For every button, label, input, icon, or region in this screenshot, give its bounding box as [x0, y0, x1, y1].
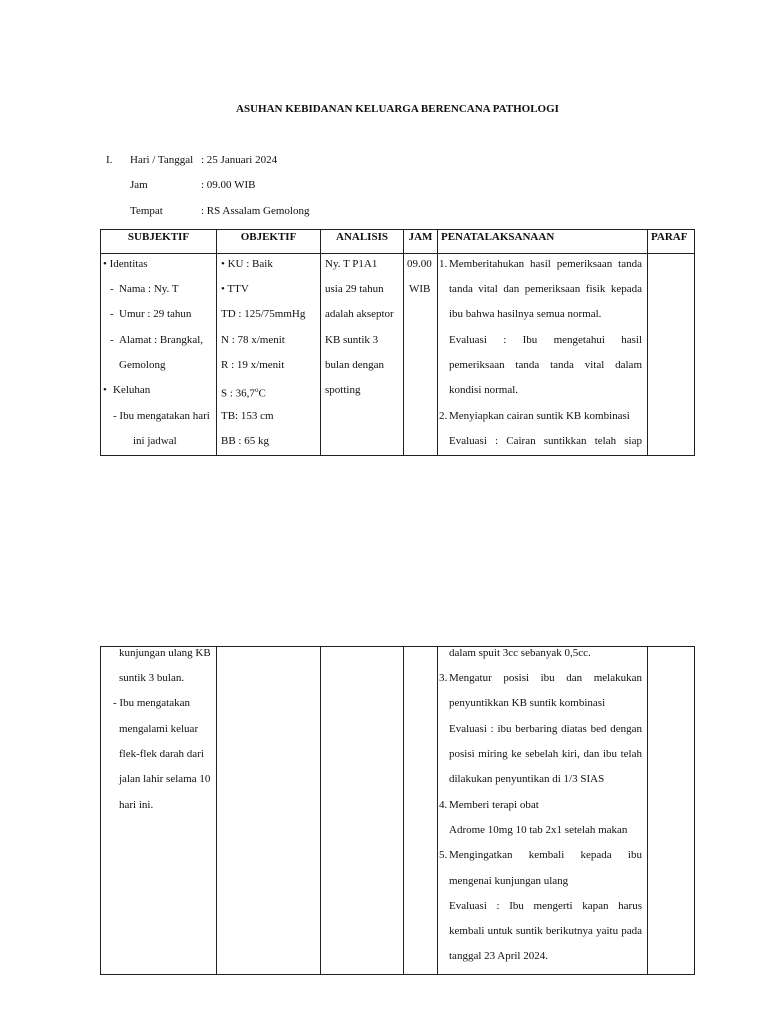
- analisis-line: adalah akseptor: [325, 308, 394, 320]
- penatalaksanaan-line: Memberi terapi obat: [449, 799, 539, 811]
- penatalaksanaan-line: Mengingatkan kembali kepada ibu: [449, 849, 642, 861]
- objektif-line: TD : 125/75mmHg: [221, 308, 306, 320]
- penatalaksanaan-line: Mengatur posisi ibu dan melakukan: [449, 672, 642, 684]
- analisis-line: Ny. T P1A1: [325, 258, 378, 270]
- penatalaksanaan-line: kondisi normal.: [449, 384, 519, 396]
- objektif-cell: [217, 254, 321, 456]
- penatalaksanaan-line: Menyiapkan cairan suntik KB kombinasi: [449, 410, 630, 422]
- subjektif-line: - Ibu mengatakan hari: [113, 410, 210, 422]
- subjektif-dash: -: [110, 334, 114, 346]
- subjektif-line: jalan lahir selama 10: [119, 773, 211, 785]
- penatalaksanaan-line: Adrome 10mg 10 tab 2x1 setelah makan: [449, 824, 628, 836]
- analisis-cell: [321, 254, 404, 456]
- objektif-line: N : 78 x/menit: [221, 334, 285, 346]
- objektif-line: TB: 153 cm: [221, 410, 274, 422]
- penatalaksanaan-line: Evaluasi : Cairan suntikkan telah siap: [449, 435, 642, 447]
- step-number: 2.: [439, 410, 448, 422]
- step-number: 1.: [439, 258, 448, 270]
- penatalaksanaan-line: pemeriksaan tanda tanda vital dalam: [449, 359, 642, 371]
- analisis-cell: [321, 647, 404, 975]
- header-subjektif: SUBJEKTIF: [101, 230, 217, 254]
- step-number: 3.: [439, 672, 448, 684]
- paraf-cell: [648, 647, 695, 975]
- penatalaksanaan-line: Evaluasi : ibu berbaring diatas bed dengan: [449, 723, 642, 735]
- jam-cell: [404, 254, 438, 456]
- analisis-line: usia 29 tahun: [325, 283, 384, 295]
- penatalaksanaan-line: Memberitahukan hasil pemeriksaan tanda: [449, 258, 642, 270]
- subjektif-dash: -: [110, 283, 114, 295]
- subjektif-line: suntik 3 bulan.: [119, 672, 185, 684]
- objektif-cell: [217, 647, 321, 975]
- objektif-line: • KU : Baik: [221, 258, 273, 270]
- header-paraf: PARAF: [648, 230, 695, 254]
- penatalaksanaan-line: tanda vital dan pemeriksaan fisik kepada: [449, 283, 642, 295]
- subjektif-line: hari ini.: [119, 799, 154, 811]
- section-number: I.: [106, 154, 113, 166]
- date-value: : 25 Januari 2024: [201, 154, 278, 166]
- objektif-line: R : 19 x/menit: [221, 359, 285, 371]
- subjektif-bullet: •: [103, 384, 107, 396]
- subjektif-cell: [101, 647, 217, 975]
- paraf-cell: [648, 254, 695, 456]
- penatalaksanaan-line: Evaluasi : Ibu mengerti kapan harus: [449, 900, 642, 912]
- penatalaksanaan-cell: [438, 254, 648, 456]
- analisis-line: spotting: [325, 384, 361, 396]
- analisis-line: KB suntik 3: [325, 334, 379, 346]
- subjektif-cell: [101, 254, 217, 456]
- table-row: [101, 254, 695, 456]
- subjektif-line: Nama : Ny. T: [119, 283, 179, 295]
- subjektif-line: Gemolong: [119, 359, 166, 371]
- time-value: : 09.00 WIB: [201, 179, 256, 191]
- objektif-temperature: S : 36,7$^o$C: [221, 386, 266, 400]
- subjektif-line: Alamat : Brangkal,: [119, 334, 204, 346]
- objektif-line: BB : 65 kg: [221, 435, 269, 447]
- jam-line: 09.00: [407, 258, 432, 270]
- jam-line: WIB: [409, 283, 431, 295]
- subjektif-line: Keluhan: [113, 384, 151, 396]
- penatalaksanaan-line: Evaluasi : Ibu mengetahui hasil: [449, 334, 642, 346]
- penatalaksanaan-line: tanggal 23 April 2024.: [449, 950, 548, 962]
- penatalaksanaan-line: posisi miring ke sebelah kiri, dan ibu telah: [449, 748, 642, 760]
- subjektif-dash: -: [110, 308, 114, 320]
- analisis-line: bulan dengan: [325, 359, 384, 371]
- header-analisis: ANALISIS: [321, 230, 404, 254]
- step-number: 4.: [439, 799, 448, 811]
- penatalaksanaan-line: penyuntikkan KB suntik kombinasi: [449, 697, 606, 709]
- objektif-line: • TTV: [221, 283, 249, 295]
- subjektif-line: ini jadwal: [133, 435, 177, 447]
- header-jam: JAM: [404, 230, 438, 254]
- place-value: : RS Assalam Gemolong: [201, 205, 310, 217]
- penatalaksanaan-line: kembali untuk suntik berikutnya yaitu pada: [449, 925, 642, 937]
- header-penatalaksanaan: PENATALAKSANAAN: [438, 230, 648, 254]
- header-objektif: OBJEKTIF: [217, 230, 321, 254]
- step-number: 5.: [439, 849, 448, 861]
- penatalaksanaan-line: mengenai kunjungan ulang: [449, 875, 569, 887]
- care-table-page-2: [100, 646, 695, 975]
- date-label: Hari / Tanggal: [130, 154, 194, 166]
- penatalaksanaan-line: dalam spuit 3cc sebanyak 0,5cc.: [449, 647, 591, 659]
- time-label: Jam: [130, 179, 148, 191]
- subjektif-line: kunjungan ulang KB: [119, 647, 211, 659]
- jam-cell: [404, 647, 438, 975]
- degree-superscript: o: [254, 386, 259, 394]
- penatalaksanaan-line: ibu bahwa hasilnya semua normal.: [449, 308, 602, 320]
- subjektif-line: flek-flek darah dari: [119, 748, 204, 760]
- subjektif-line: mengalami keluar: [119, 723, 199, 735]
- subjektif-line: - Ibu mengatakan: [113, 697, 190, 709]
- document-title: ASUHAN KEBIDANAN KELUARGA BERENCANA PATHOLOGI: [236, 103, 559, 115]
- penatalaksanaan-cell: [438, 647, 648, 975]
- subjektif-line: • Identitas: [103, 258, 148, 270]
- subjektif-line: Umur : 29 tahun: [119, 308, 192, 320]
- table-row: [101, 647, 695, 975]
- care-table-page-1: [100, 229, 695, 456]
- penatalaksanaan-line: dilakukan penyuntikan di 1/3 SIAS: [449, 773, 605, 785]
- place-label: Tempat: [130, 205, 163, 217]
- table-header-row: [101, 230, 695, 254]
